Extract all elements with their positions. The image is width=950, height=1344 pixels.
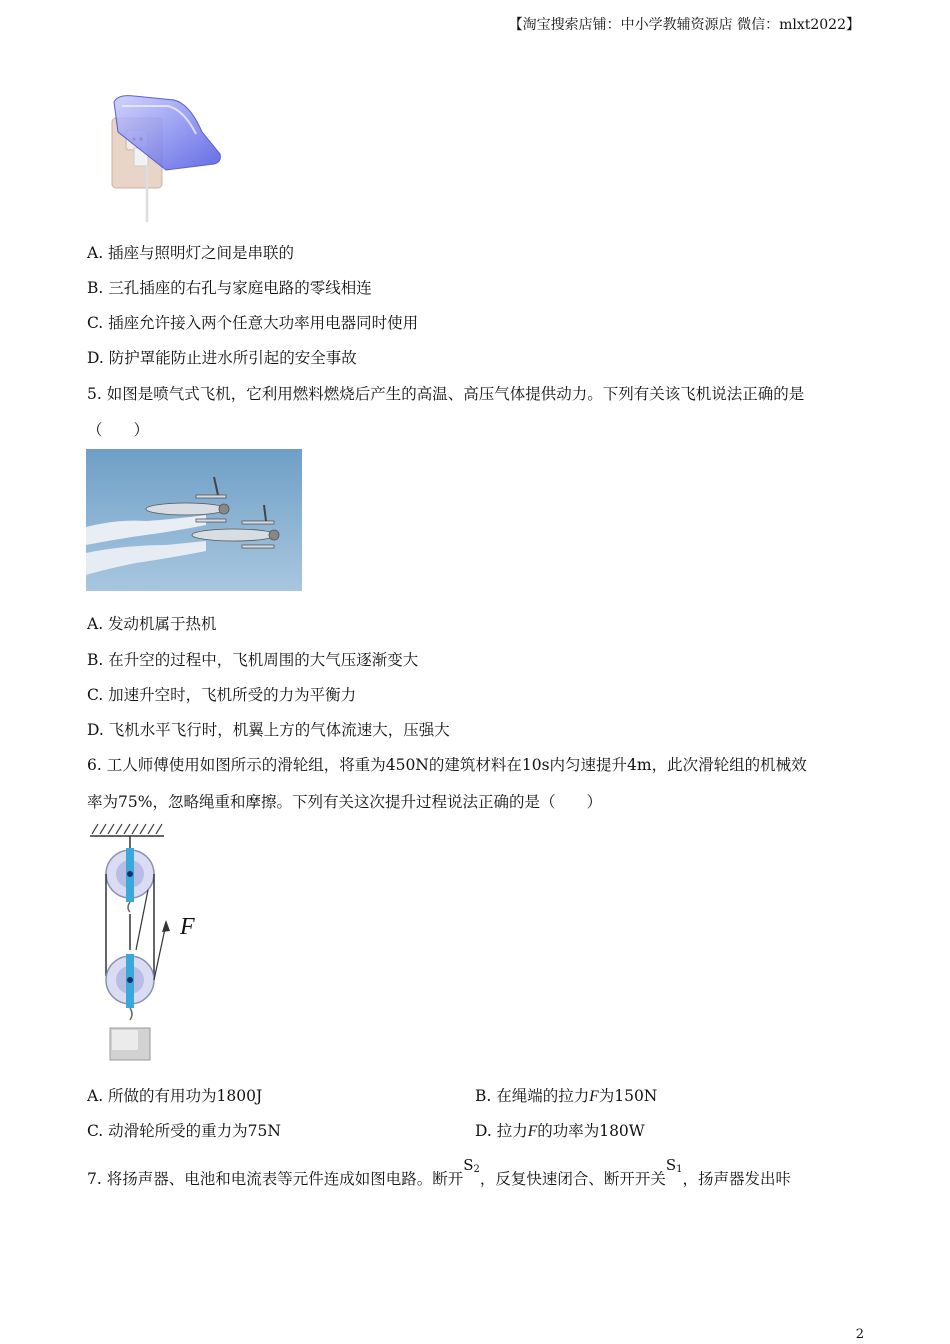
q4-option-c: C. 插座允许接入两个任意大功率用电器同时使用 <box>87 314 419 332</box>
q5-stem-line1: 5. 如图是喷气式飞机，它利用燃料燃烧后产生的高温、高压气体提供动力。下列有关该飞机说法正确的是 <box>87 385 805 403</box>
q5-option-b: B. 在升空的过程中，飞机周围的大气压逐渐变大 <box>87 651 419 669</box>
q6-option-d: D. 拉力F的功率为180W <box>475 1122 645 1140</box>
page-header: 【淘宝搜索店铺：中小学教辅资源店 微信：mlxt2022】 <box>508 17 860 33</box>
page-number: 2 <box>855 1327 864 1342</box>
q6-option-b: B. 在绳端的拉力F为150N <box>475 1087 658 1105</box>
q7-stem: 7. 将扬声器、电池和电流表等元件连成如图电路。断开$S_2$，反复快速闭合、断开开关$S_1$，扬声器发出咔 <box>87 1156 792 1188</box>
q4-option-a: A. 插座与照明灯之间是串联的 <box>87 244 295 262</box>
force-label: F <box>180 914 195 940</box>
switch-s1-label: $S_1$ <box>665 1156 683 1175</box>
q4-option-d: D. 防护罩能防止进水所引起的安全事故 <box>87 349 357 367</box>
q5-option-c: C. 加速升空时，飞机所受的力为平衡力 <box>87 686 357 704</box>
q6-stem-line1: 6. 工人师傅使用如图所示的滑轮组，将重为450N的建筑材料在10s内匀速提升4m，此次滑轮组的机械效 <box>87 756 807 774</box>
q6-stem-line2: 率为75%，忽略绳重和摩擦。下列有关这次提升过程说法正确的是（ ） <box>87 793 602 811</box>
q6-option-c: C. 动滑轮所受的重力为75N <box>87 1122 281 1140</box>
q5-option-a: A. 发动机属于热机 <box>87 615 217 633</box>
q4-option-b: B. 三孔插座的右孔与家庭电路的零线相连 <box>87 279 372 297</box>
q6-option-a: A. 所做的有用功为1800J <box>87 1087 263 1105</box>
q5-option-d: D. 飞机水平飞行时，机翼上方的气体流速大，压强大 <box>87 721 450 739</box>
q5-stem-line2: （ ） <box>87 421 150 439</box>
switch-s2-label: $S_2$ <box>463 1156 480 1175</box>
socket-cover-figure <box>104 92 226 224</box>
airplane-photo <box>86 449 302 591</box>
pulley-system-figure <box>86 820 216 1065</box>
